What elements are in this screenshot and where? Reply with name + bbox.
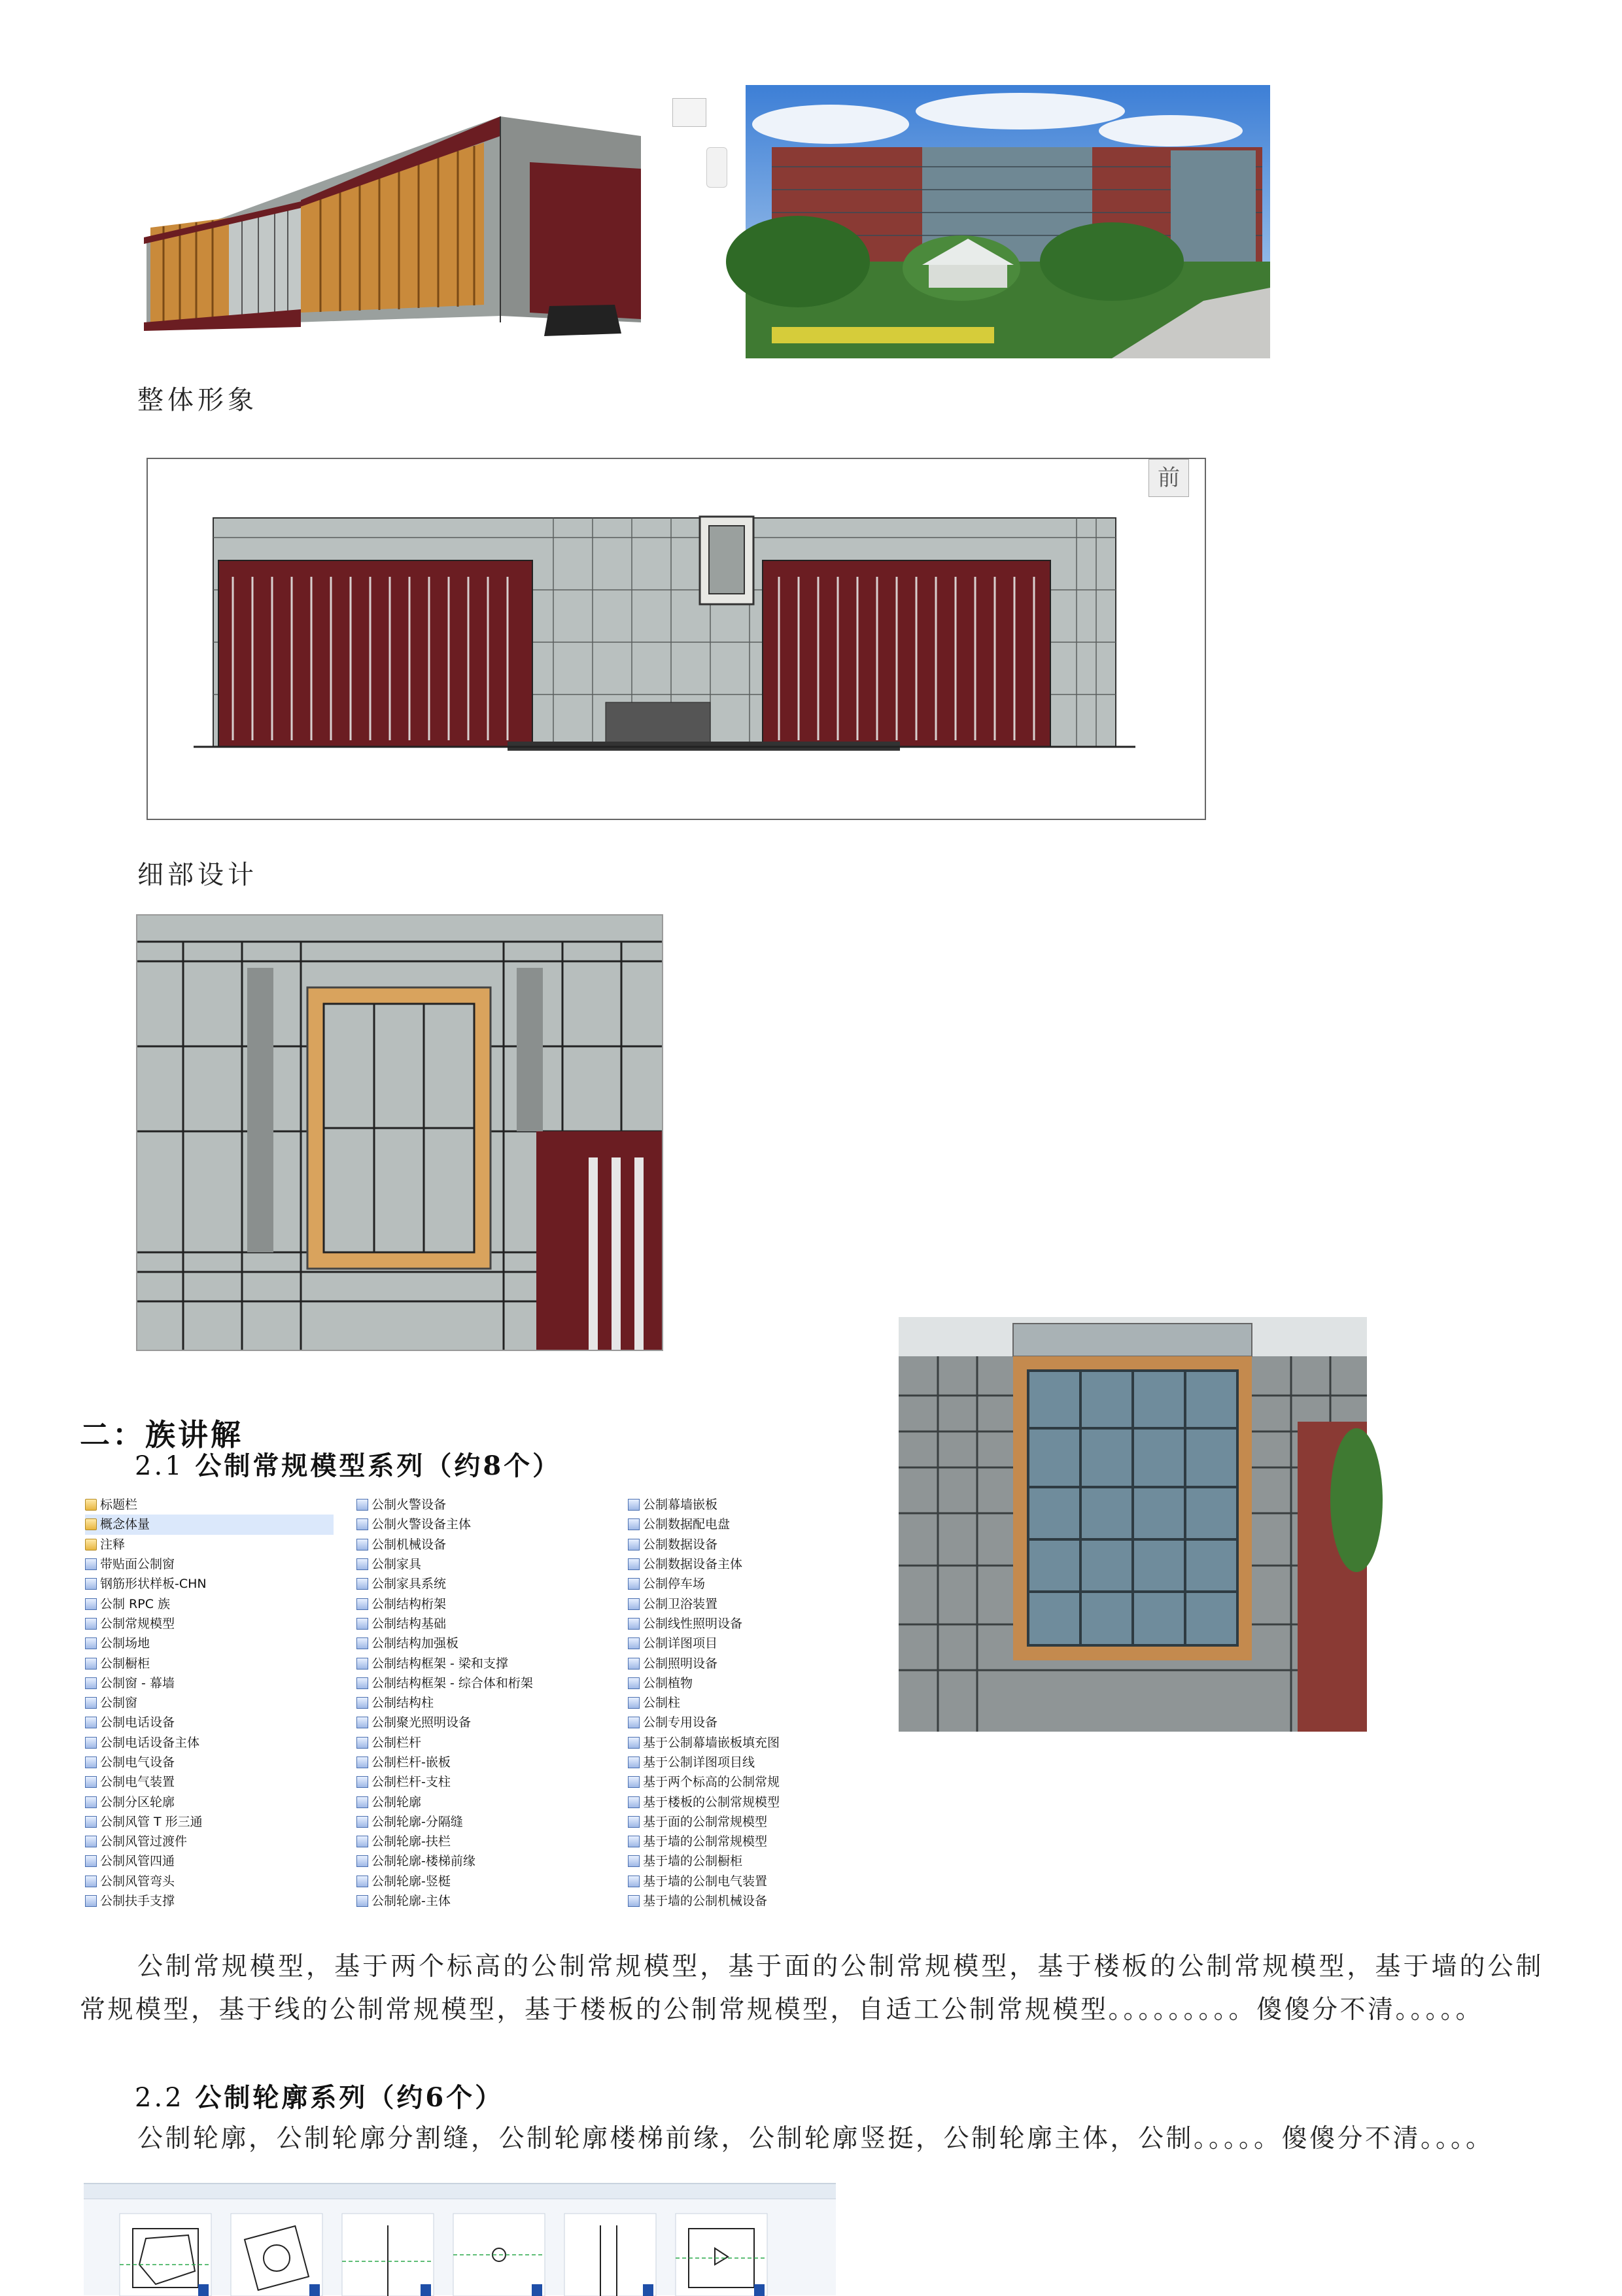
family-file-icon bbox=[356, 1816, 368, 1828]
list-item[interactable]: 基于墙的公制常规模型 bbox=[628, 1832, 801, 1851]
building-3d-illustration bbox=[144, 97, 719, 345]
list-item[interactable]: 公制火警设备主体 bbox=[356, 1515, 618, 1534]
subsection-2-2-title bbox=[135, 2077, 504, 2114]
family-file-icon bbox=[628, 1895, 640, 1907]
family-template-list bbox=[78, 1491, 801, 1909]
list-item[interactable]: 公制扶手支撑 bbox=[85, 1891, 334, 1911]
building-photo bbox=[746, 85, 1270, 358]
family-file-icon bbox=[356, 1697, 368, 1709]
list-item[interactable]: 公制照明设备 bbox=[628, 1653, 801, 1673]
family-file-icon bbox=[356, 1558, 368, 1570]
list-item[interactable]: 公制电话设备 bbox=[85, 1713, 334, 1732]
family-file-icon bbox=[628, 1558, 640, 1570]
list-item[interactable]: 公制分区轮廓 bbox=[85, 1792, 334, 1811]
family-list-column-2 bbox=[356, 1495, 618, 1911]
list-item[interactable]: 公制轮廓-分隔缝 bbox=[356, 1812, 618, 1832]
family-file-icon bbox=[628, 1876, 640, 1887]
family-file-icon bbox=[628, 1776, 640, 1788]
family-file-icon bbox=[356, 1539, 368, 1551]
list-item[interactable]: 公制轮廓-楼梯前缘 bbox=[356, 1851, 618, 1871]
family-file-icon bbox=[85, 1717, 97, 1728]
list-item[interactable]: 公制橱柜 bbox=[85, 1653, 334, 1673]
family-file-icon bbox=[85, 1876, 97, 1887]
family-file-icon bbox=[85, 1756, 97, 1768]
detail-elevation-drawing bbox=[137, 916, 662, 1350]
family-file-icon bbox=[356, 1518, 368, 1530]
family-file-icon bbox=[356, 1776, 368, 1788]
family-file-icon bbox=[85, 1598, 97, 1610]
subsection-2-1-title bbox=[135, 1445, 561, 1482]
family-file-icon bbox=[85, 1855, 97, 1867]
family-file-icon bbox=[628, 1816, 640, 1828]
list-item[interactable]: 钢筋形状样板-CHN bbox=[85, 1574, 334, 1594]
family-file-icon bbox=[628, 1578, 640, 1590]
family-file-icon bbox=[356, 1578, 368, 1590]
family-file-icon bbox=[85, 1895, 97, 1907]
list-item[interactable]: 公制电气装置 bbox=[85, 1772, 334, 1792]
list-item[interactable]: 公制结构基础 bbox=[356, 1614, 618, 1634]
family-file-icon bbox=[356, 1637, 368, 1649]
family-list-column-1 bbox=[85, 1495, 334, 1911]
family-file-icon bbox=[628, 1836, 640, 1847]
subsection-2-2-number: 2.2 bbox=[135, 2083, 184, 2113]
family-list-column-3 bbox=[628, 1495, 801, 1911]
detail-photo bbox=[899, 1317, 1367, 1732]
list-item[interactable]: 公制停车场 bbox=[628, 1574, 801, 1594]
list-item[interactable]: 基于墙的公制机械设备 bbox=[628, 1891, 801, 1911]
list-item[interactable]: 公制电话设备主体 bbox=[85, 1733, 334, 1753]
list-item[interactable]: 公制轮廓-主体 bbox=[356, 1891, 618, 1911]
section-title: 二：族讲解 bbox=[80, 1417, 243, 1452]
list-item[interactable]: 公制卫浴装置 bbox=[628, 1594, 801, 1613]
list-item[interactable]: 公制数据配电盘 bbox=[628, 1515, 801, 1534]
list-item[interactable]: 公制线性照明设备 bbox=[628, 1614, 801, 1634]
list-item[interactable]: 基于墙的公制电气装置 bbox=[628, 1872, 801, 1891]
list-item[interactable]: 公制植物 bbox=[628, 1673, 801, 1693]
list-item[interactable]: 公制窗 bbox=[85, 1693, 334, 1713]
list-item[interactable]: 公制结构柱 bbox=[356, 1693, 618, 1713]
list-item[interactable]: 公制电气设备 bbox=[85, 1753, 334, 1772]
view-label-front[interactable] bbox=[1148, 459, 1189, 497]
family-file-icon bbox=[628, 1499, 640, 1511]
list-item[interactable]: 公制场地 bbox=[85, 1634, 334, 1653]
family-file-icon bbox=[628, 1677, 640, 1689]
family-file-icon bbox=[356, 1598, 368, 1610]
family-file-icon bbox=[628, 1598, 640, 1610]
list-item[interactable]: 公制常规模型 bbox=[85, 1614, 334, 1634]
family-file-icon bbox=[356, 1499, 368, 1511]
subsection-2-1-text: 公制常规模型系列（约8个） bbox=[195, 1450, 562, 1481]
family-file-icon bbox=[85, 1776, 97, 1788]
list-item[interactable]: 公制结构框架 - 梁和支撑 bbox=[356, 1653, 618, 1673]
family-file-icon bbox=[356, 1618, 368, 1630]
list-item[interactable]: 公制栏杆 bbox=[356, 1733, 618, 1753]
subsection-2-2-text: 公制轮廓系列（约6个） bbox=[195, 2082, 504, 2113]
elevation-view-frame bbox=[147, 458, 1206, 820]
family-file-icon bbox=[628, 1855, 640, 1867]
model-3d-render bbox=[144, 97, 719, 345]
family-file-icon bbox=[85, 1558, 97, 1570]
folder-icon bbox=[85, 1518, 97, 1530]
list-item[interactable]: 基于公制幕墙嵌板填充图 bbox=[628, 1733, 801, 1753]
list-item[interactable]: 公制栏杆-支柱 bbox=[356, 1772, 618, 1792]
family-file-icon bbox=[85, 1677, 97, 1689]
family-file-icon bbox=[356, 1796, 368, 1808]
list-item[interactable]: 公制风管四通 bbox=[85, 1851, 334, 1871]
family-file-icon bbox=[628, 1756, 640, 1768]
list-item[interactable]: 公制风管过渡件 bbox=[85, 1832, 334, 1851]
family-file-icon bbox=[628, 1618, 640, 1630]
subsection-2-1-paragraph bbox=[80, 1945, 1544, 2032]
list-item[interactable]: 公制专用设备 bbox=[628, 1713, 801, 1732]
list-item[interactable]: 公制 RPC 族 bbox=[85, 1594, 334, 1613]
list-item[interactable]: 公制家具系统 bbox=[356, 1574, 618, 1594]
list-item[interactable]: 公制火警设备 bbox=[356, 1495, 618, 1515]
family-file-icon bbox=[356, 1737, 368, 1749]
list-item[interactable]: 公制轮廓 bbox=[356, 1792, 618, 1811]
list-item[interactable]: 注释 bbox=[85, 1535, 334, 1554]
list-item[interactable]: 公制家具 bbox=[356, 1554, 618, 1574]
family-file-icon bbox=[356, 1876, 368, 1887]
front-elevation-drawing bbox=[148, 459, 1205, 819]
family-file-icon bbox=[356, 1658, 368, 1670]
list-item[interactable]: 基于面的公制常规模型 bbox=[628, 1812, 801, 1832]
list-item[interactable]: 概念体量 bbox=[85, 1515, 334, 1534]
detail-elevation-image bbox=[136, 914, 663, 1351]
view-label-text: 前 bbox=[1158, 465, 1180, 491]
family-file-icon bbox=[85, 1637, 97, 1649]
caption-overall: 整体形象 bbox=[137, 385, 258, 415]
list-item[interactable]: 公制详图项目 bbox=[628, 1634, 801, 1653]
list-item[interactable]: 公制数据设备 bbox=[628, 1535, 801, 1554]
paragraph-text: 公制常规模型，基于两个标高的公制常规模型，基于面的公制常规模型，基于楼板的公制常规模型，基于墙的公制常规模型，基于线的公制常规模型，基于楼板的公制常规模型，自适工公制常规模型。。。。。。。。。傻傻分不清。。。。。 bbox=[80, 1952, 1544, 2025]
list-item[interactable]: 基于墙的公制橱柜 bbox=[628, 1851, 801, 1871]
list-item[interactable]: 公制窗 - 幕墙 bbox=[85, 1673, 334, 1693]
family-file-icon bbox=[85, 1737, 97, 1749]
paragraph-text: 公制轮廓，公制轮廓分割缝，公制轮廓楼梯前缘，公制轮廓竖挺，公制轮廓主体，公制。。。。。傻傻分不清。。。。 bbox=[137, 2124, 1494, 2153]
subsection-2-2-paragraph bbox=[80, 2117, 1544, 2161]
family-file-icon bbox=[628, 1637, 640, 1649]
thumbnail-strip bbox=[84, 2199, 836, 2296]
family-file-icon bbox=[628, 1697, 640, 1709]
list-item[interactable]: 标题栏 bbox=[85, 1495, 334, 1515]
family-file-icon bbox=[356, 1895, 368, 1907]
list-item[interactable]: 公制风管 T 形三通 bbox=[85, 1812, 334, 1832]
family-file-icon bbox=[85, 1658, 97, 1670]
family-file-icon bbox=[85, 1836, 97, 1847]
view-cube-icon[interactable] bbox=[672, 98, 706, 127]
list-item[interactable]: 公制轮廓-竖梃 bbox=[356, 1872, 618, 1891]
caption-detail: 细部设计 bbox=[137, 860, 258, 890]
family-file-icon bbox=[356, 1855, 368, 1867]
list-item[interactable]: 公制风管弯头 bbox=[85, 1872, 334, 1891]
list-item[interactable]: 基于公制详图项目线 bbox=[628, 1753, 801, 1772]
family-file-icon bbox=[356, 1677, 368, 1689]
list-item[interactable]: 公制幕墙嵌板 bbox=[628, 1495, 801, 1515]
family-file-icon bbox=[85, 1578, 97, 1590]
folder-icon bbox=[85, 1499, 97, 1511]
list-item[interactable]: 公制柱 bbox=[628, 1693, 801, 1713]
family-file-icon bbox=[628, 1717, 640, 1728]
list-item[interactable]: 基于楼板的公制常规模型 bbox=[628, 1792, 801, 1811]
list-item[interactable]: 公制数据设备主体 bbox=[628, 1554, 801, 1574]
family-file-icon bbox=[356, 1836, 368, 1847]
family-file-icon bbox=[85, 1697, 97, 1709]
family-file-icon bbox=[85, 1796, 97, 1808]
list-item[interactable]: 公制栏杆-嵌板 bbox=[356, 1753, 618, 1772]
family-file-icon bbox=[356, 1717, 368, 1728]
family-file-icon bbox=[628, 1539, 640, 1551]
family-file-icon bbox=[628, 1658, 640, 1670]
family-file-icon bbox=[85, 1618, 97, 1630]
profile-family-thumbnails bbox=[84, 2183, 836, 2295]
photo-illustration bbox=[746, 85, 1270, 358]
family-file-icon bbox=[85, 1816, 97, 1828]
list-item[interactable]: 公制结构框架 - 综合体和桁架 bbox=[356, 1673, 618, 1693]
list-item[interactable]: 公制结构加强板 bbox=[356, 1634, 618, 1653]
list-item[interactable]: 公制机械设备 bbox=[356, 1535, 618, 1554]
family-file-icon bbox=[628, 1796, 640, 1808]
list-item[interactable]: 公制轮廓-扶栏 bbox=[356, 1832, 618, 1851]
folder-icon bbox=[85, 1539, 97, 1551]
family-file-icon bbox=[356, 1756, 368, 1768]
family-file-icon bbox=[628, 1518, 640, 1530]
subsection-2-1-number: 2.1 bbox=[135, 1451, 184, 1481]
list-item[interactable]: 公制聚光照明设备 bbox=[356, 1713, 618, 1732]
list-item[interactable]: 公制结构桁架 bbox=[356, 1594, 618, 1613]
list-item[interactable]: 带贴面公制窗 bbox=[85, 1554, 334, 1574]
family-file-icon bbox=[628, 1737, 640, 1749]
list-item[interactable]: 基于两个标高的公制常规 bbox=[628, 1772, 801, 1792]
navigation-wheel-icon[interactable] bbox=[706, 147, 727, 188]
thumbnail-toolbar bbox=[84, 2184, 836, 2199]
detail-photo-illustration bbox=[899, 1317, 1367, 1732]
